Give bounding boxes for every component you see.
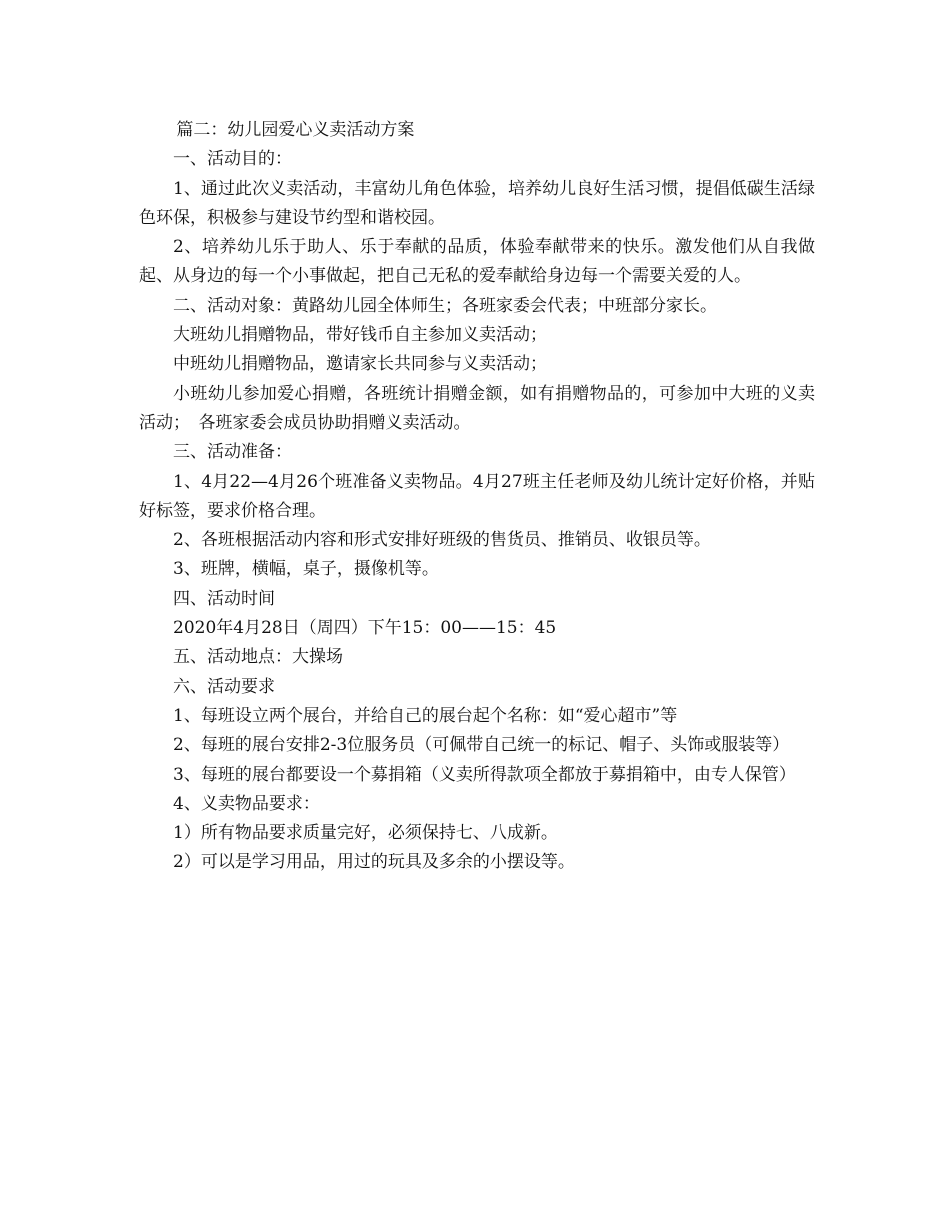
paragraph: 2020年4月28日（周四）下午15：00——15：45 [173, 618, 557, 639]
paragraph: 3、每班的展台都要设一个募捐箱（义卖所得款项全都放于募捐箱中，由专人保管） [173, 764, 796, 785]
paragraph: 1、每班设立两个展台，并给自己的展台起个名称：如“爱心超市”等 [173, 705, 678, 726]
section-heading-preparation: 三、活动准备： [173, 442, 292, 463]
paragraph: 2、每班的展台安排2-3位服务员（可佩带自己统一的标记、帽子、头饰或服装等） [173, 735, 790, 756]
section-heading-location: 五、活动地点：大操场 [173, 647, 343, 668]
paragraph: 2、各班根据活动内容和形式安排好班级的售货员、推销员、收银员等。 [173, 530, 711, 551]
paragraph: 2、培养幼儿乐于助人、乐于奉献的品质，体验奉献带来的快乐。激发他们从自我做起、从身边的每一个小事做起，把自己无私的爱奉献给身边每一个需要关爱的人。 [139, 237, 815, 287]
section-heading-requirements: 六、活动要求 [173, 676, 275, 697]
paragraph: 2）可以是学习用品，用过的玩具及多余的小摆设等。 [173, 852, 575, 873]
section-heading-participants: 二、活动对象：黄路幼儿园全体师生；各班家委会代表；中班部分家长。 [173, 295, 717, 316]
paragraph: 4、义卖物品要求： [173, 793, 320, 814]
paragraph: 1、4月22—4月26个班准备义卖物品。4月27班主任老师及幼儿统计定好价格，并贴好标签，要求价格合理。 [139, 471, 815, 521]
document-body [139, 116, 815, 878]
section-heading-time: 四、活动时间 [173, 588, 275, 609]
paragraph: 3、班牌，横幅，桌子，摄像机等。 [173, 559, 439, 580]
document-title: 篇二：幼儿园爱心义卖活动方案 [176, 120, 415, 140]
paragraph: 1）所有物品要求质量完好，必须保持七、八成新。 [173, 823, 558, 844]
paragraph: 大班幼儿捐赠物品，带好钱币自主参加义卖活动； [173, 325, 547, 346]
paragraph: 1、通过此次义卖活动，丰富幼儿角色体验，培养幼儿良好生活习惯，提倡低碳生活绿色环保，积极参与建设节约型和谐校园。 [139, 178, 815, 228]
paragraph: 小班幼儿参加爱心捐赠，各班统计捐赠金额，如有捐赠物品的，可参加中大班的义卖活动； 各班家委会成员协助捐赠义卖活动。 [139, 383, 815, 433]
paragraph: 中班幼儿捐赠物品，邀请家长共同参与义卖活动； [173, 354, 547, 375]
section-heading-purpose: 一、活动目的： [173, 149, 292, 170]
